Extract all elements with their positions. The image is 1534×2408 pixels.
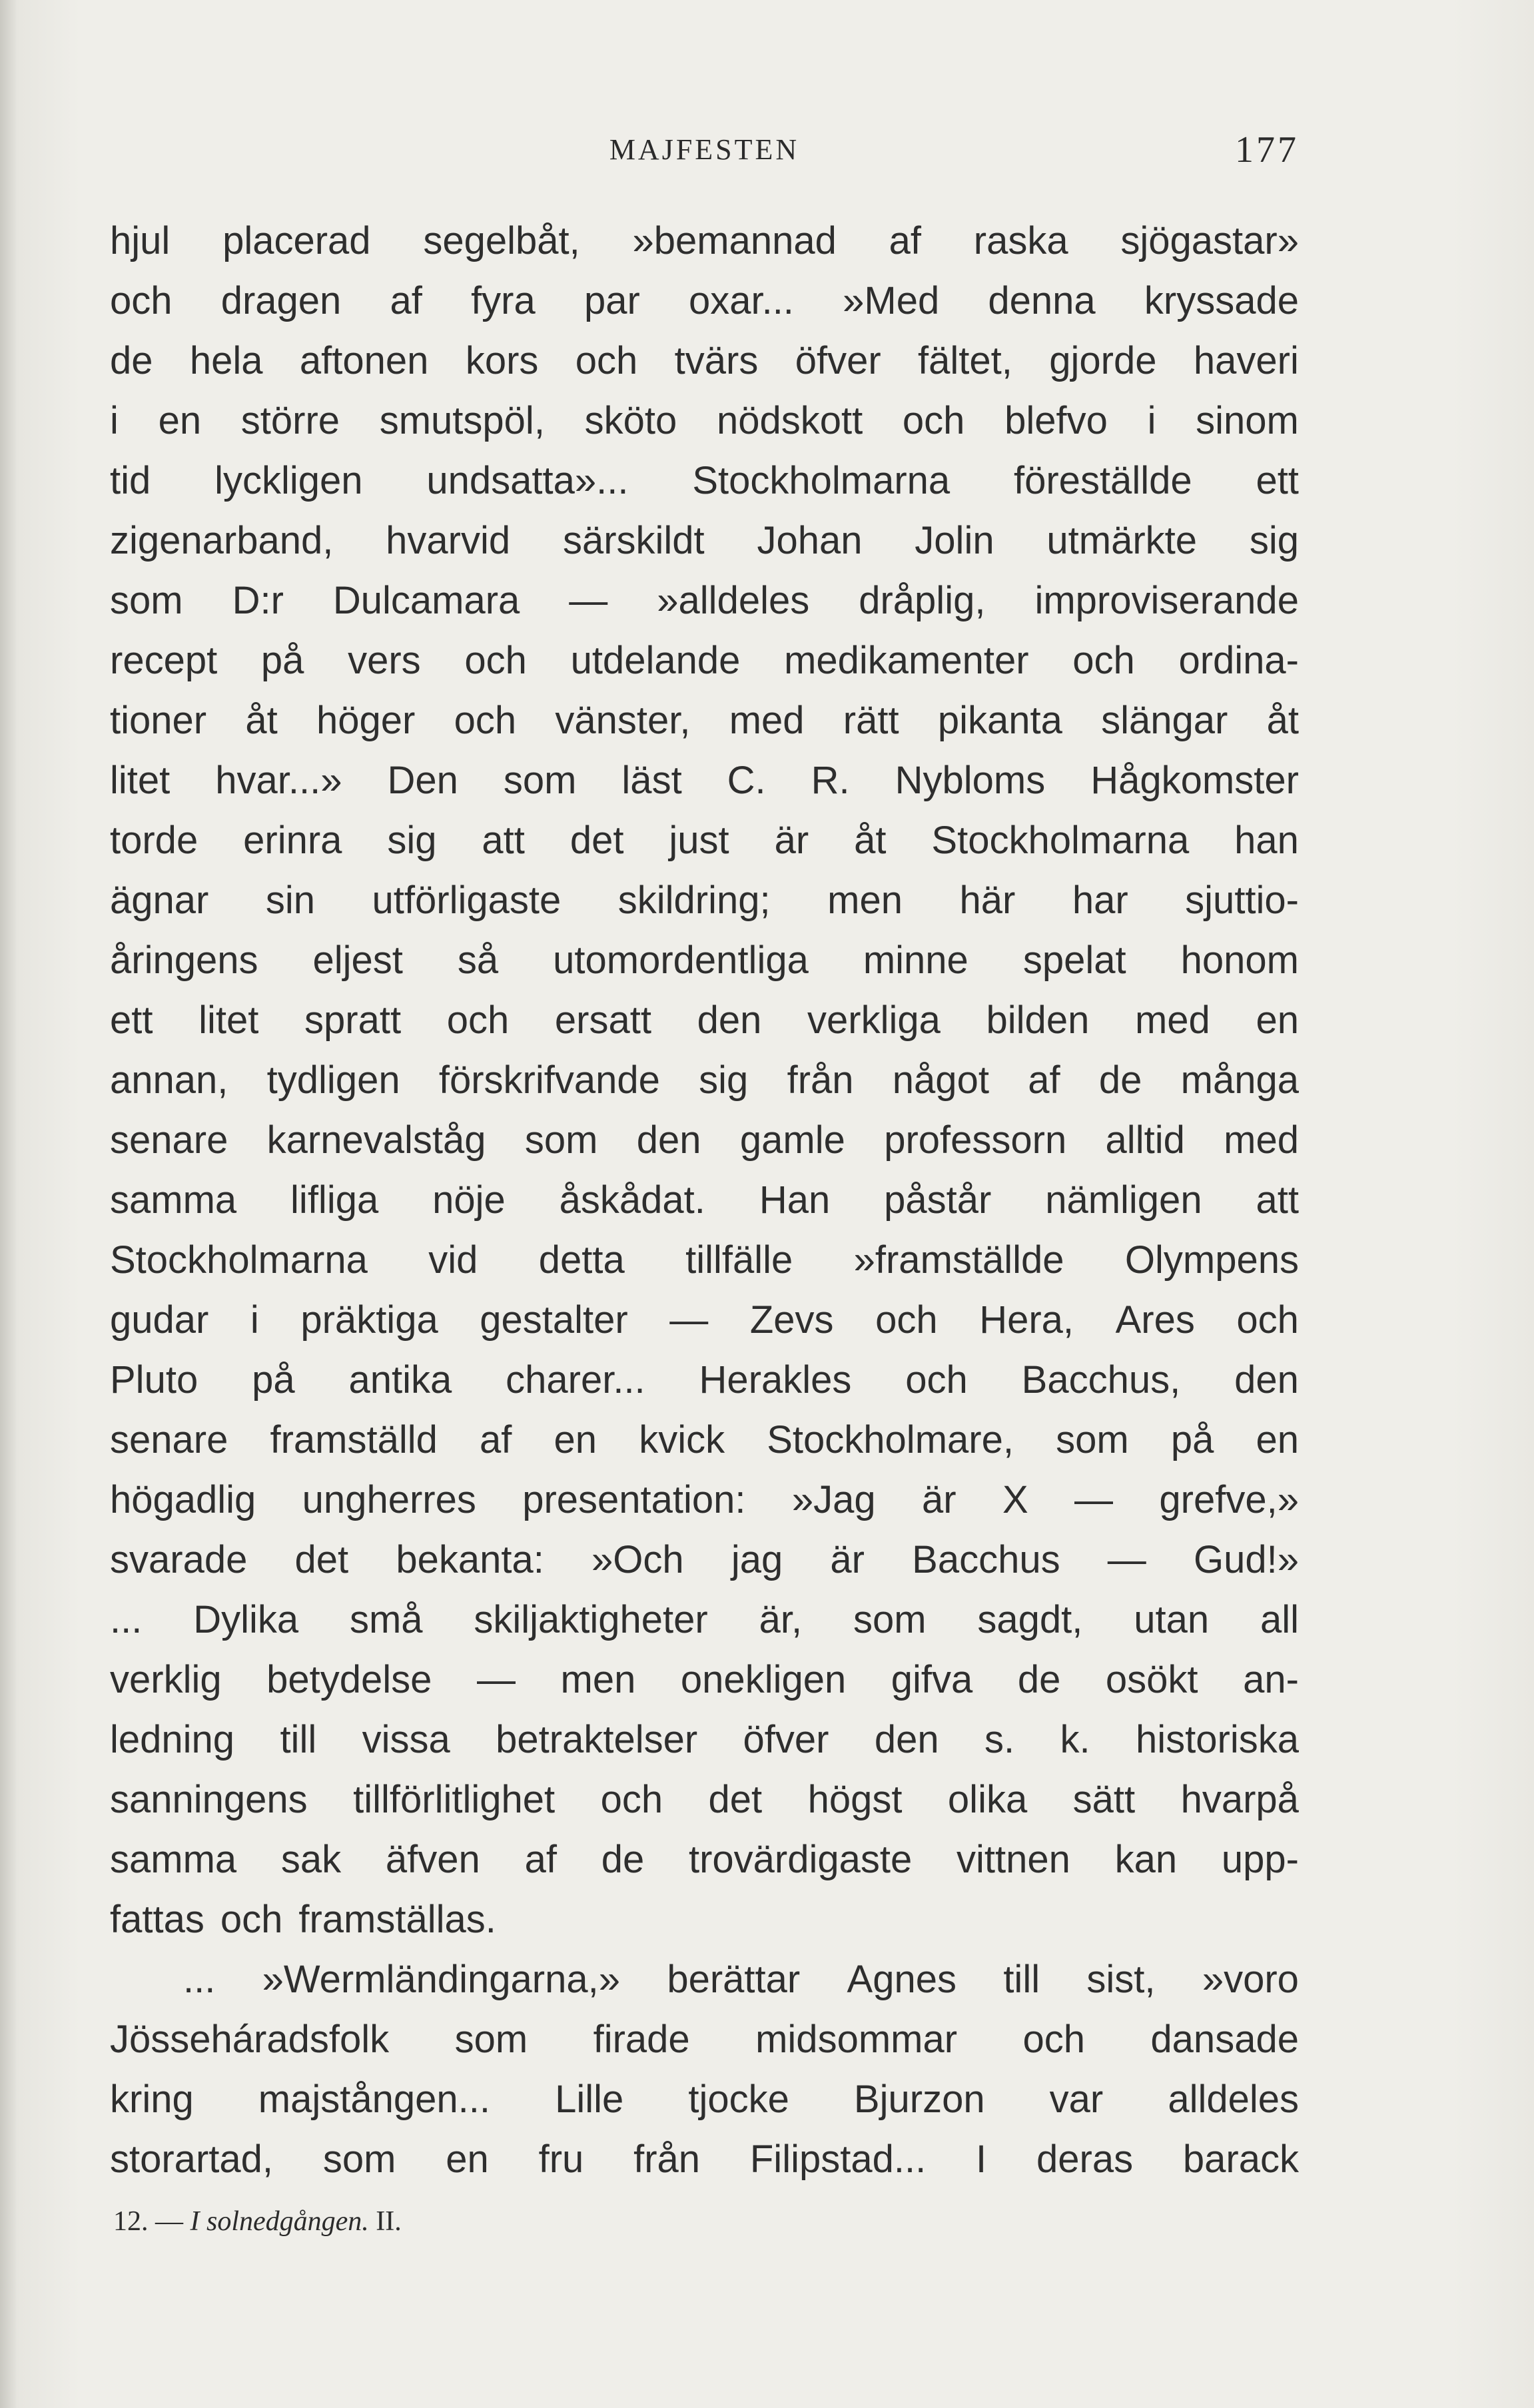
text-line: torde erinra sig att det just är åt Stockholmarna han <box>110 819 1299 862</box>
text-line: ... Dylika små skiljaktigheter är, som sagdt, utan all <box>110 1598 1299 1641</box>
text-line: tid lyckligen undsatta»... Stockholmarna föreställde ett <box>110 459 1299 502</box>
footer-volume: II. <box>376 2206 402 2237</box>
text-line: verklig betydelse — men onekligen gifva de osökt an- <box>110 1658 1299 1701</box>
text-line: samma lifliga nöje åskådat. Han påstår nämligen att <box>110 1178 1299 1222</box>
page-number: 177 <box>1235 129 1299 171</box>
text-line: samma sak äfven af de trovärdigaste vittnen kan upp- <box>110 1838 1299 1881</box>
text-line: och dragen af fyra par oxar... »Med denna kryssade <box>110 279 1299 322</box>
text-line: sanningens tillförlitlighet och det högst olika sätt hvarpå <box>110 1778 1299 1821</box>
body-text <box>110 211 1299 2190</box>
text-line: gudar i präktiga gestalter — Zevs och Hera, Ares och <box>110 1298 1299 1342</box>
text-line: högadlig ungherres presentation: »Jag är X — grefve,» <box>110 1478 1299 1521</box>
footer-book-title: I solnedgången. <box>190 2206 369 2237</box>
text-line: senare framställd af en kvick Stockholmare, som på en <box>110 1418 1299 1461</box>
text-line: annan, tydligen förskrifvande sig från något af de många <box>110 1058 1299 1102</box>
page-spine-shadow <box>0 0 16 2408</box>
text-line: ... »Wermländingarna,» berättar Agnes till sist, »voro <box>183 1958 1299 2001</box>
text-line: ett litet spratt och ersatt den verkliga bilden med en <box>110 999 1299 1042</box>
text-line: Pluto på antika charer... Herakles och Bacchus, den <box>110 1358 1299 1402</box>
text-line: zigenarband, hvarvid särskildt Johan Jolin utmärkte sig <box>110 519 1299 562</box>
text-line: de hela aftonen kors och tvärs öfver fältet, gjorde haveri <box>110 339 1299 382</box>
text-line: i en större smutspöl, sköto nödskott och blefvo i sinom <box>110 399 1299 442</box>
footer-dash: — <box>155 2206 183 2237</box>
text-line: kring majstången... Lille tjocke Bjurzon var alldeles <box>110 2078 1299 2121</box>
running-title: MAJFESTEN <box>609 133 800 166</box>
text-line: Stockholmarna vid detta tillfälle »framställde Olympens <box>110 1238 1299 1282</box>
text-line: fattas och framställas. <box>110 1898 496 1941</box>
text-line: svarade det bekanta: »Och jag är Bacchus — Gud!» <box>110 1538 1299 1581</box>
text-line: ägnar sin utförligaste skildring; men här har sjuttio- <box>110 879 1299 922</box>
signature-footer <box>113 2202 402 2241</box>
running-head <box>110 130 1299 177</box>
text-line: Jösseháradsfolk som firade midsommar och dansade <box>110 2018 1299 2061</box>
text-line: litet hvar...» Den som läst C. R. Nybloms Hågkomster <box>110 759 1299 802</box>
text-line: tioner åt höger och vänster, med rätt pikanta slängar åt <box>110 699 1299 742</box>
text-line: senare karnevalståg som den gamle professorn alltid med <box>110 1118 1299 1162</box>
text-line: som D:r Dulcamara — »alldeles dråplig, improviserande <box>110 579 1299 622</box>
text-line: hjul placerad segelbåt, »bemannad af raska sjögastar» <box>110 219 1299 262</box>
text-line: ledning till vissa betraktelser öfver den s. k. historiska <box>110 1718 1299 1761</box>
text-line: recept på vers och utdelande medikamenter och ordina- <box>110 639 1299 682</box>
text-line: åringens eljest så utomordentliga minne spelat honom <box>110 939 1299 982</box>
text-line: storartad, som en fru från Filipstad... I deras barack <box>110 2138 1299 2181</box>
footer-signature-number: 12. <box>113 2206 149 2237</box>
